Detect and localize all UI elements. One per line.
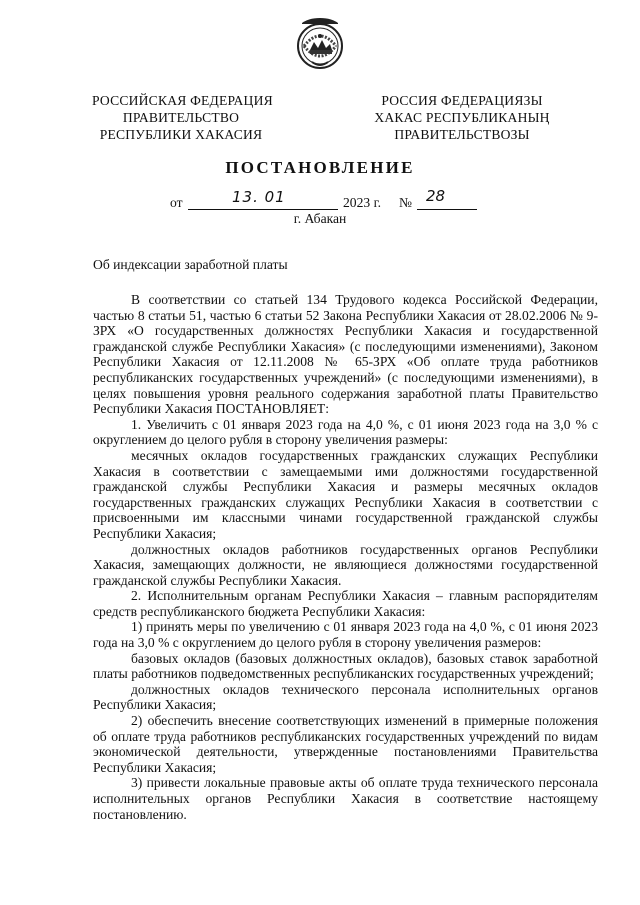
body-paragraph: В соответствии со статьей 134 Трудового кодекса Российской Федерации, частью 8 статьи 51, частью 6 статьи 52 Закона Республики Хакасия от 28.02.2006 № 9-ЗРХ «О государственных должностях Республики Хакасия и государственной гражданской службе Республики Хакасия» (с последующими изменениями), Законом Республики Хакасия от 12.11.2008 № 65-ЗРХ «Об оплате труда работников республиканских государственных учреждений» (с последующими изменениями), в целях повышения уровня реального содержания заработной платы Правительство Республики Хакасия ПОСТАНОВЛЯЕТ:: [93, 292, 598, 417]
document-body: [93, 292, 598, 822]
header-left-line: ПРАВИТЕЛЬСТВО: [122, 110, 240, 125]
body-paragraph: должностных окладов работников государственных органов Республики Хакасия, замещающих должности, не являющиеся должностями государственной гражданской службы Республики Хакасия.: [93, 541, 598, 588]
number-label: №: [399, 195, 412, 210]
document-title: ПОСТАНОВЛЕНИЕ: [225, 158, 415, 177]
number-underline: [417, 209, 477, 210]
header-left-line: РЕСПУБЛИКИ ХАКАСИЯ: [99, 127, 263, 142]
handwritten-date: 13. 01: [232, 188, 286, 206]
date-prefix: от: [170, 195, 183, 210]
body-paragraph: месячных окладов государственных гражданских служащих Республики Хакасия в соответствии с замещаемыми ими должностями государственной гражданской службы Республики Хакасия и размеры месячных окладов государственных гражданских служащих Республики Хакасия в соответствии с присвоенными им классными чинами государственной гражданской службы Республики Хакасия;: [93, 447, 598, 541]
header-left-line: РОССИЙСКАЯ ФЕДЕРАЦИЯ: [92, 93, 273, 108]
body-paragraph: 3) привести локальные правовые акты об оплате труда технического персонала исполнительных органов Республики Хакасия в соответствие настоящему постановлению.: [93, 775, 598, 822]
year-text: 2023 г.: [343, 195, 382, 210]
header-right: [372, 92, 552, 143]
coat-of-arms-emblem: [294, 16, 346, 72]
emblem-icon: [294, 16, 346, 72]
body-paragraph: 2) обеспечить внесение соответствующих изменений в примерные положения об оплате труда работников республиканских государственных учреждений по видам экономической деятельности, утвержденные постановлениями Правительства Республики Хакасия;: [93, 713, 598, 775]
handwritten-number: 28: [426, 187, 446, 205]
body-paragraph: 1. Увеличить с 01 января 2023 года на 4,0 %, с 01 июня 2023 года на 3,0 % с округлением до целого рубля в сторону увеличения размеры:: [93, 416, 598, 448]
header-right-line: ПРАВИТЕЛЬСТВОЗЫ: [394, 127, 530, 142]
date-underline: [188, 209, 338, 210]
date-number-line: [170, 187, 490, 212]
header-right-line: ХАКАС РЕСПУБЛИКАНЫҢ: [374, 110, 550, 125]
document-subject: Об индексации заработной платы: [93, 257, 288, 272]
body-paragraph: 2. Исполнительным органам Республики Хакасия – главным распорядителям средств республиканского бюджета Республики Хакасия:: [93, 588, 598, 619]
header-right-line: РОССИЯ ФЕДЕРАЦИЯЗЫ: [381, 93, 543, 108]
city-line: г. Абакан: [293, 211, 347, 226]
header-left: [92, 92, 273, 143]
body-paragraph: должностных окладов технического персонала исполнительных органов Республики Хакасия;: [93, 681, 598, 713]
body-paragraph: 1) принять меры по увеличению с 01 января 2023 года на 4,0 %, с 01 июня 2023 года на 3,0 % с округлением до целого рубля в сторону увеличения размеров:: [93, 619, 598, 651]
body-paragraph: базовых окладов (базовых должностных окладов), базовых ставок заработной платы работников подведомственных республиканских государственных учреждений;: [93, 650, 598, 682]
